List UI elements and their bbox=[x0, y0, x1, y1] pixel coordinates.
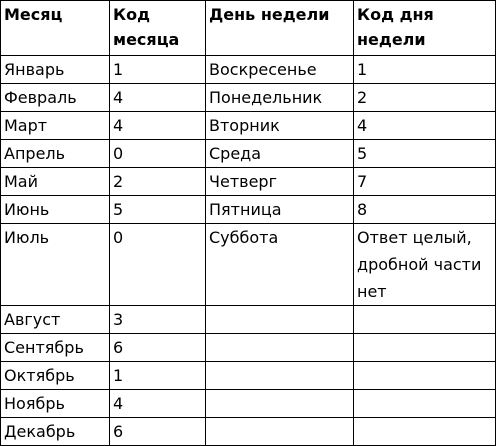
month-cell: Сентябрь bbox=[1, 334, 110, 362]
month-cell: Октябрь bbox=[1, 362, 110, 390]
weekday-cell: Четверг bbox=[206, 168, 354, 196]
month-code-cell: 1 bbox=[110, 362, 206, 390]
weekday-cell bbox=[206, 418, 354, 446]
table-row bbox=[1, 168, 496, 196]
header-row bbox=[1, 1, 496, 56]
weekday-code-cell: 2 bbox=[354, 84, 496, 112]
table-row bbox=[1, 390, 496, 418]
table-row bbox=[1, 196, 496, 224]
weekday-code-cell: 4 bbox=[354, 112, 496, 140]
month-cell: Август bbox=[1, 306, 110, 334]
month-code-cell: 6 bbox=[110, 418, 206, 446]
month-cell: Ноябрь bbox=[1, 390, 110, 418]
header-month-code: Код месяца bbox=[110, 1, 206, 56]
month-code-cell: 3 bbox=[110, 306, 206, 334]
month-cell: Май bbox=[1, 168, 110, 196]
month-cell: Апрель bbox=[1, 140, 110, 168]
month-code-cell: 4 bbox=[110, 112, 206, 140]
table-row bbox=[1, 84, 496, 112]
month-cell: Июнь bbox=[1, 196, 110, 224]
table-row bbox=[1, 334, 496, 362]
month-cell: Январь bbox=[1, 56, 110, 84]
weekday-cell bbox=[206, 390, 354, 418]
weekday-code-cell bbox=[354, 306, 496, 334]
month-code-cell: 5 bbox=[110, 196, 206, 224]
weekday-cell: Понедельник bbox=[206, 84, 354, 112]
month-cell: Февраль bbox=[1, 84, 110, 112]
month-code-cell: 2 bbox=[110, 168, 206, 196]
month-code-cell: 0 bbox=[110, 140, 206, 168]
table-row bbox=[1, 56, 496, 84]
month-cell: Июль bbox=[1, 224, 110, 306]
weekday-code-cell bbox=[354, 418, 496, 446]
table-row bbox=[1, 306, 496, 334]
table-row bbox=[1, 224, 496, 306]
month-cell: Декабрь bbox=[1, 418, 110, 446]
month-code-cell: 4 bbox=[110, 390, 206, 418]
weekday-code-cell bbox=[354, 362, 496, 390]
weekday-code-cell: 8 bbox=[354, 196, 496, 224]
weekday-code-cell: 7 bbox=[354, 168, 496, 196]
weekday-cell: Суббота bbox=[206, 224, 354, 306]
month-code-cell: 4 bbox=[110, 84, 206, 112]
header-weekday: День недели bbox=[206, 1, 354, 56]
month-code-cell: 0 bbox=[110, 224, 206, 306]
month-cell: Март bbox=[1, 112, 110, 140]
weekday-cell bbox=[206, 362, 354, 390]
month-code-cell: 1 bbox=[110, 56, 206, 84]
weekday-cell: Вторник bbox=[206, 112, 354, 140]
weekday-code-cell bbox=[354, 334, 496, 362]
weekday-cell: Пятница bbox=[206, 196, 354, 224]
header-month: Месяц bbox=[1, 1, 110, 56]
weekday-code-note: Ответ целый, дробной части нет bbox=[354, 224, 496, 306]
table-row bbox=[1, 418, 496, 446]
weekday-cell bbox=[206, 306, 354, 334]
month-code-cell: 6 bbox=[110, 334, 206, 362]
table-row bbox=[1, 362, 496, 390]
weekday-cell bbox=[206, 334, 354, 362]
weekday-cell: Воскресенье bbox=[206, 56, 354, 84]
weekday-cell: Среда bbox=[206, 140, 354, 168]
table-row bbox=[1, 112, 496, 140]
weekday-code-cell: 5 bbox=[354, 140, 496, 168]
weekday-code-cell: 1 bbox=[354, 56, 496, 84]
table-row bbox=[1, 140, 496, 168]
header-weekday-code: Код дня недели bbox=[354, 1, 496, 56]
weekday-code-cell bbox=[354, 390, 496, 418]
